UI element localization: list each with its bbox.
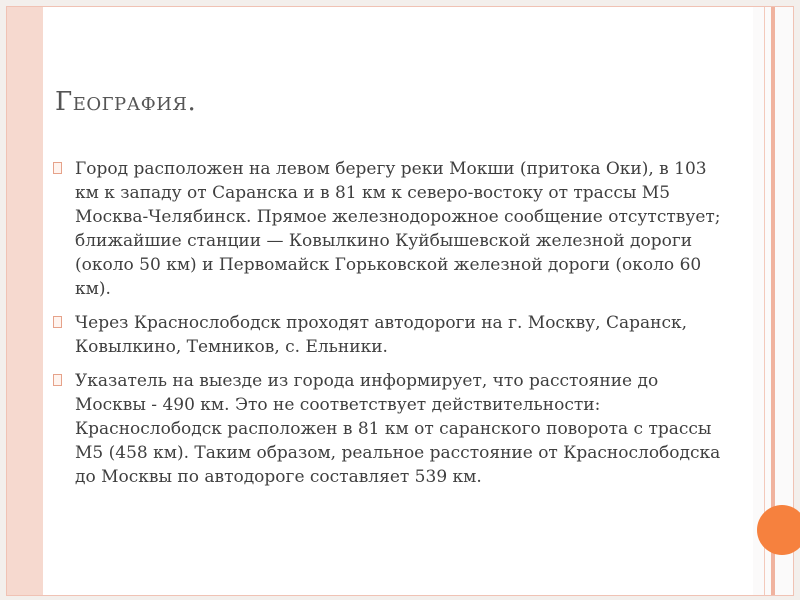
slide-content <box>43 7 753 595</box>
bullet-text: Указатель на выезде из города информирует, что расстояние до Москвы - 490 км. Это не соответствует действительности: Краснослободск расположен в 81 км от саранского поворота с трассы М5 (458 км). Таким образом, реальное расстояние от Краснослободска до Москвы по автодороге составляет 539 км. <box>75 371 721 487</box>
bullet-text: Город расположен на левом берегу реки Мокши (притока Оки), в 103 км к западу от Саранска и в 81 км к северо-востоку от трассы М5 Москва-Челябинск. Прямое железнодорожное сообщение отсутствует; ближайшие станции — Ковылкино Куйбышевской железной дороги (около 50 км) и Первомайск Горьковской железной дороги (около 60 км). <box>75 159 721 299</box>
square-bullet-icon <box>53 316 62 328</box>
square-bullet-icon <box>53 162 62 174</box>
list-item <box>53 157 733 301</box>
list-item <box>53 369 733 489</box>
slide-title: География. <box>55 87 197 117</box>
square-bullet-icon <box>53 374 62 386</box>
bullet-text: Через Краснослободск проходят автодороги на г. Москву, Саранск, Ковылкино, Темников, с. Ельники. <box>75 313 687 357</box>
left-decorative-stripe <box>7 7 43 595</box>
orange-circle-decoration <box>757 505 800 555</box>
right-thin-stripe <box>764 7 765 595</box>
bullet-list <box>53 157 733 499</box>
slide-frame <box>6 6 794 596</box>
list-item <box>53 311 733 359</box>
